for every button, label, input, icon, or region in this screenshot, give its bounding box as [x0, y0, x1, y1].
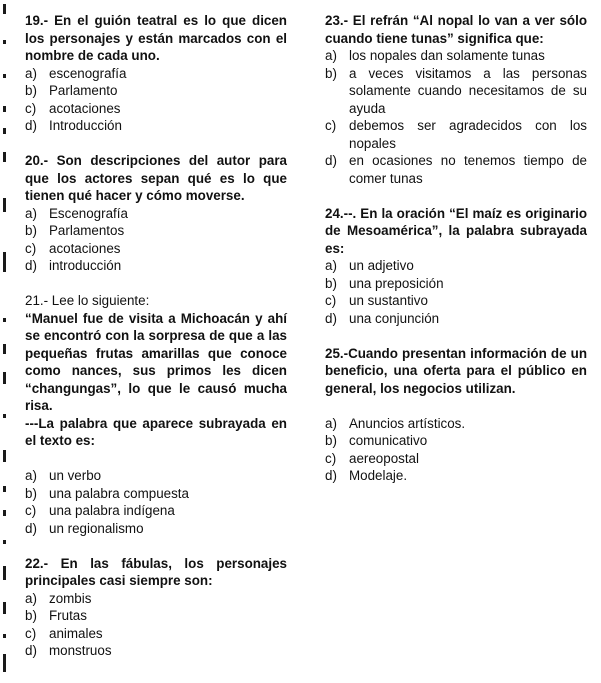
question-22-option-c[interactable]: c) animales	[25, 625, 103, 641]
margin-mark	[3, 510, 6, 516]
question-21-quote: “Manuel fue de visita a Michoacán y ahí se encontró con la sorpresa de que a las pequeñas frutas amarillas que conoce como nances, sus primos les dicen “changungas”, lo que le causó mucha risa.	[25, 310, 287, 413]
margin-mark	[3, 152, 6, 162]
question-20	[25, 152, 287, 275]
question-20-option-a[interactable]: a) Escenografía	[25, 205, 128, 221]
question-25	[325, 345, 587, 485]
question-21	[25, 292, 287, 537]
spacer	[25, 450, 287, 468]
margin-mark	[3, 252, 6, 272]
question-25-option-b[interactable]: b) comunicativo	[325, 433, 428, 448]
question-25-option-a[interactable]: a) Anuncios artísticos.	[325, 415, 466, 431]
question-23-option-d[interactable]: d) en ocasiones no tenemos tiempo de comer tunas	[325, 153, 587, 186]
margin-mark	[3, 4, 6, 14]
margin-mark	[3, 450, 6, 462]
spacer	[325, 327, 587, 345]
margin-mark	[3, 74, 6, 78]
question-22-option-a[interactable]: a) zombis	[25, 590, 92, 606]
margin-mark	[3, 634, 6, 638]
question-20-option-b[interactable]: b) Parlamentos	[25, 223, 125, 238]
spacer	[25, 275, 287, 293]
question-24-option-d[interactable]: d) una conjunción	[325, 310, 440, 326]
question-23	[325, 12, 587, 187]
question-21-option-c[interactable]: c) una palabra indígena	[25, 503, 175, 518]
question-24-option-a[interactable]: a) un adjetivo	[325, 258, 414, 273]
margin-mark	[3, 198, 6, 212]
question-21-intro: 21.- Lee lo siguiente:	[25, 293, 150, 308]
question-25-option-c[interactable]: c) aereopostal	[325, 450, 419, 466]
question-19	[25, 12, 287, 135]
margin-mark	[3, 106, 6, 112]
question-20-option-c[interactable]: c) acotaciones	[25, 240, 121, 256]
margin-mark	[3, 654, 6, 672]
left-margin-marks	[0, 0, 10, 683]
question-22-option-d[interactable]: d) monstruos	[25, 643, 112, 658]
question-24-option-b[interactable]: b) una preposición	[325, 275, 444, 291]
question-21-option-d[interactable]: d) un regionalismo	[25, 520, 144, 536]
spacer	[325, 187, 587, 205]
question-21-option-b[interactable]: b) una palabra compuesta	[25, 485, 189, 501]
left-column	[25, 12, 287, 660]
margin-mark	[3, 414, 6, 418]
margin-mark	[3, 566, 6, 580]
spacer	[325, 397, 587, 415]
question-25-option-d[interactable]: d) Modelaje.	[325, 468, 408, 483]
question-19-option-c[interactable]: c) acotaciones	[25, 100, 121, 116]
question-19-option-b[interactable]: b) Parlamento	[25, 83, 118, 98]
question-19-option-a[interactable]: a) escenografía	[25, 65, 127, 81]
question-21-option-a[interactable]: a) un verbo	[25, 468, 102, 483]
question-25-stem: 25.-Cuando presentan información de un beneficio, una oferta para el público en general, los negocios utilizan.	[325, 345, 587, 396]
margin-mark	[3, 318, 6, 322]
question-20-stem: 20.- Son descripciones del autor para que los actores sepan qué es lo que tienen qué hacer y cómo moverse.	[25, 153, 287, 203]
margin-mark	[3, 128, 6, 134]
right-column	[325, 12, 587, 485]
margin-mark	[3, 486, 6, 492]
question-24	[325, 205, 587, 328]
question-19-stem: 19.- En el guión teatral es lo que dicen los personajes y están marcados con el nombre de cada uno.	[25, 13, 287, 63]
question-23-option-b[interactable]: b) a veces visitamos a las personas solamente cuando necesitamos de su ayuda	[325, 65, 587, 116]
question-23-option-a[interactable]: a) los nopales dan solamente tunas	[325, 48, 545, 63]
question-22-stem: 22.- En las fábulas, los personajes principales casi siempre son:	[25, 555, 287, 588]
spacer	[25, 135, 287, 153]
margin-mark	[3, 40, 6, 44]
margin-mark	[3, 540, 6, 544]
question-24-option-c[interactable]: c) un sustantivo	[325, 293, 428, 308]
question-23-option-c[interactable]: c) debemos ser agradecidos con los nopales	[325, 118, 587, 151]
spacer	[25, 537, 287, 555]
margin-mark	[3, 372, 6, 384]
margin-mark	[3, 344, 6, 354]
question-22-option-b[interactable]: b) Frutas	[25, 608, 87, 623]
question-21-question: ---La palabra que aparece subrayada en el texto es:	[25, 415, 287, 448]
question-20-option-d[interactable]: d) introducción	[25, 258, 122, 273]
question-19-option-d[interactable]: d) Introducción	[25, 118, 122, 133]
question-23-stem: 23.- El refrán “Al nopal lo van a ver sólo cuando tiene tunas” significa que:	[325, 13, 587, 46]
margin-mark	[3, 602, 6, 614]
question-24-stem: 24.--. En la oración “El maíz es originario de Mesoamérica”, la palabra subrayada es:	[325, 205, 587, 256]
question-22	[25, 555, 287, 660]
